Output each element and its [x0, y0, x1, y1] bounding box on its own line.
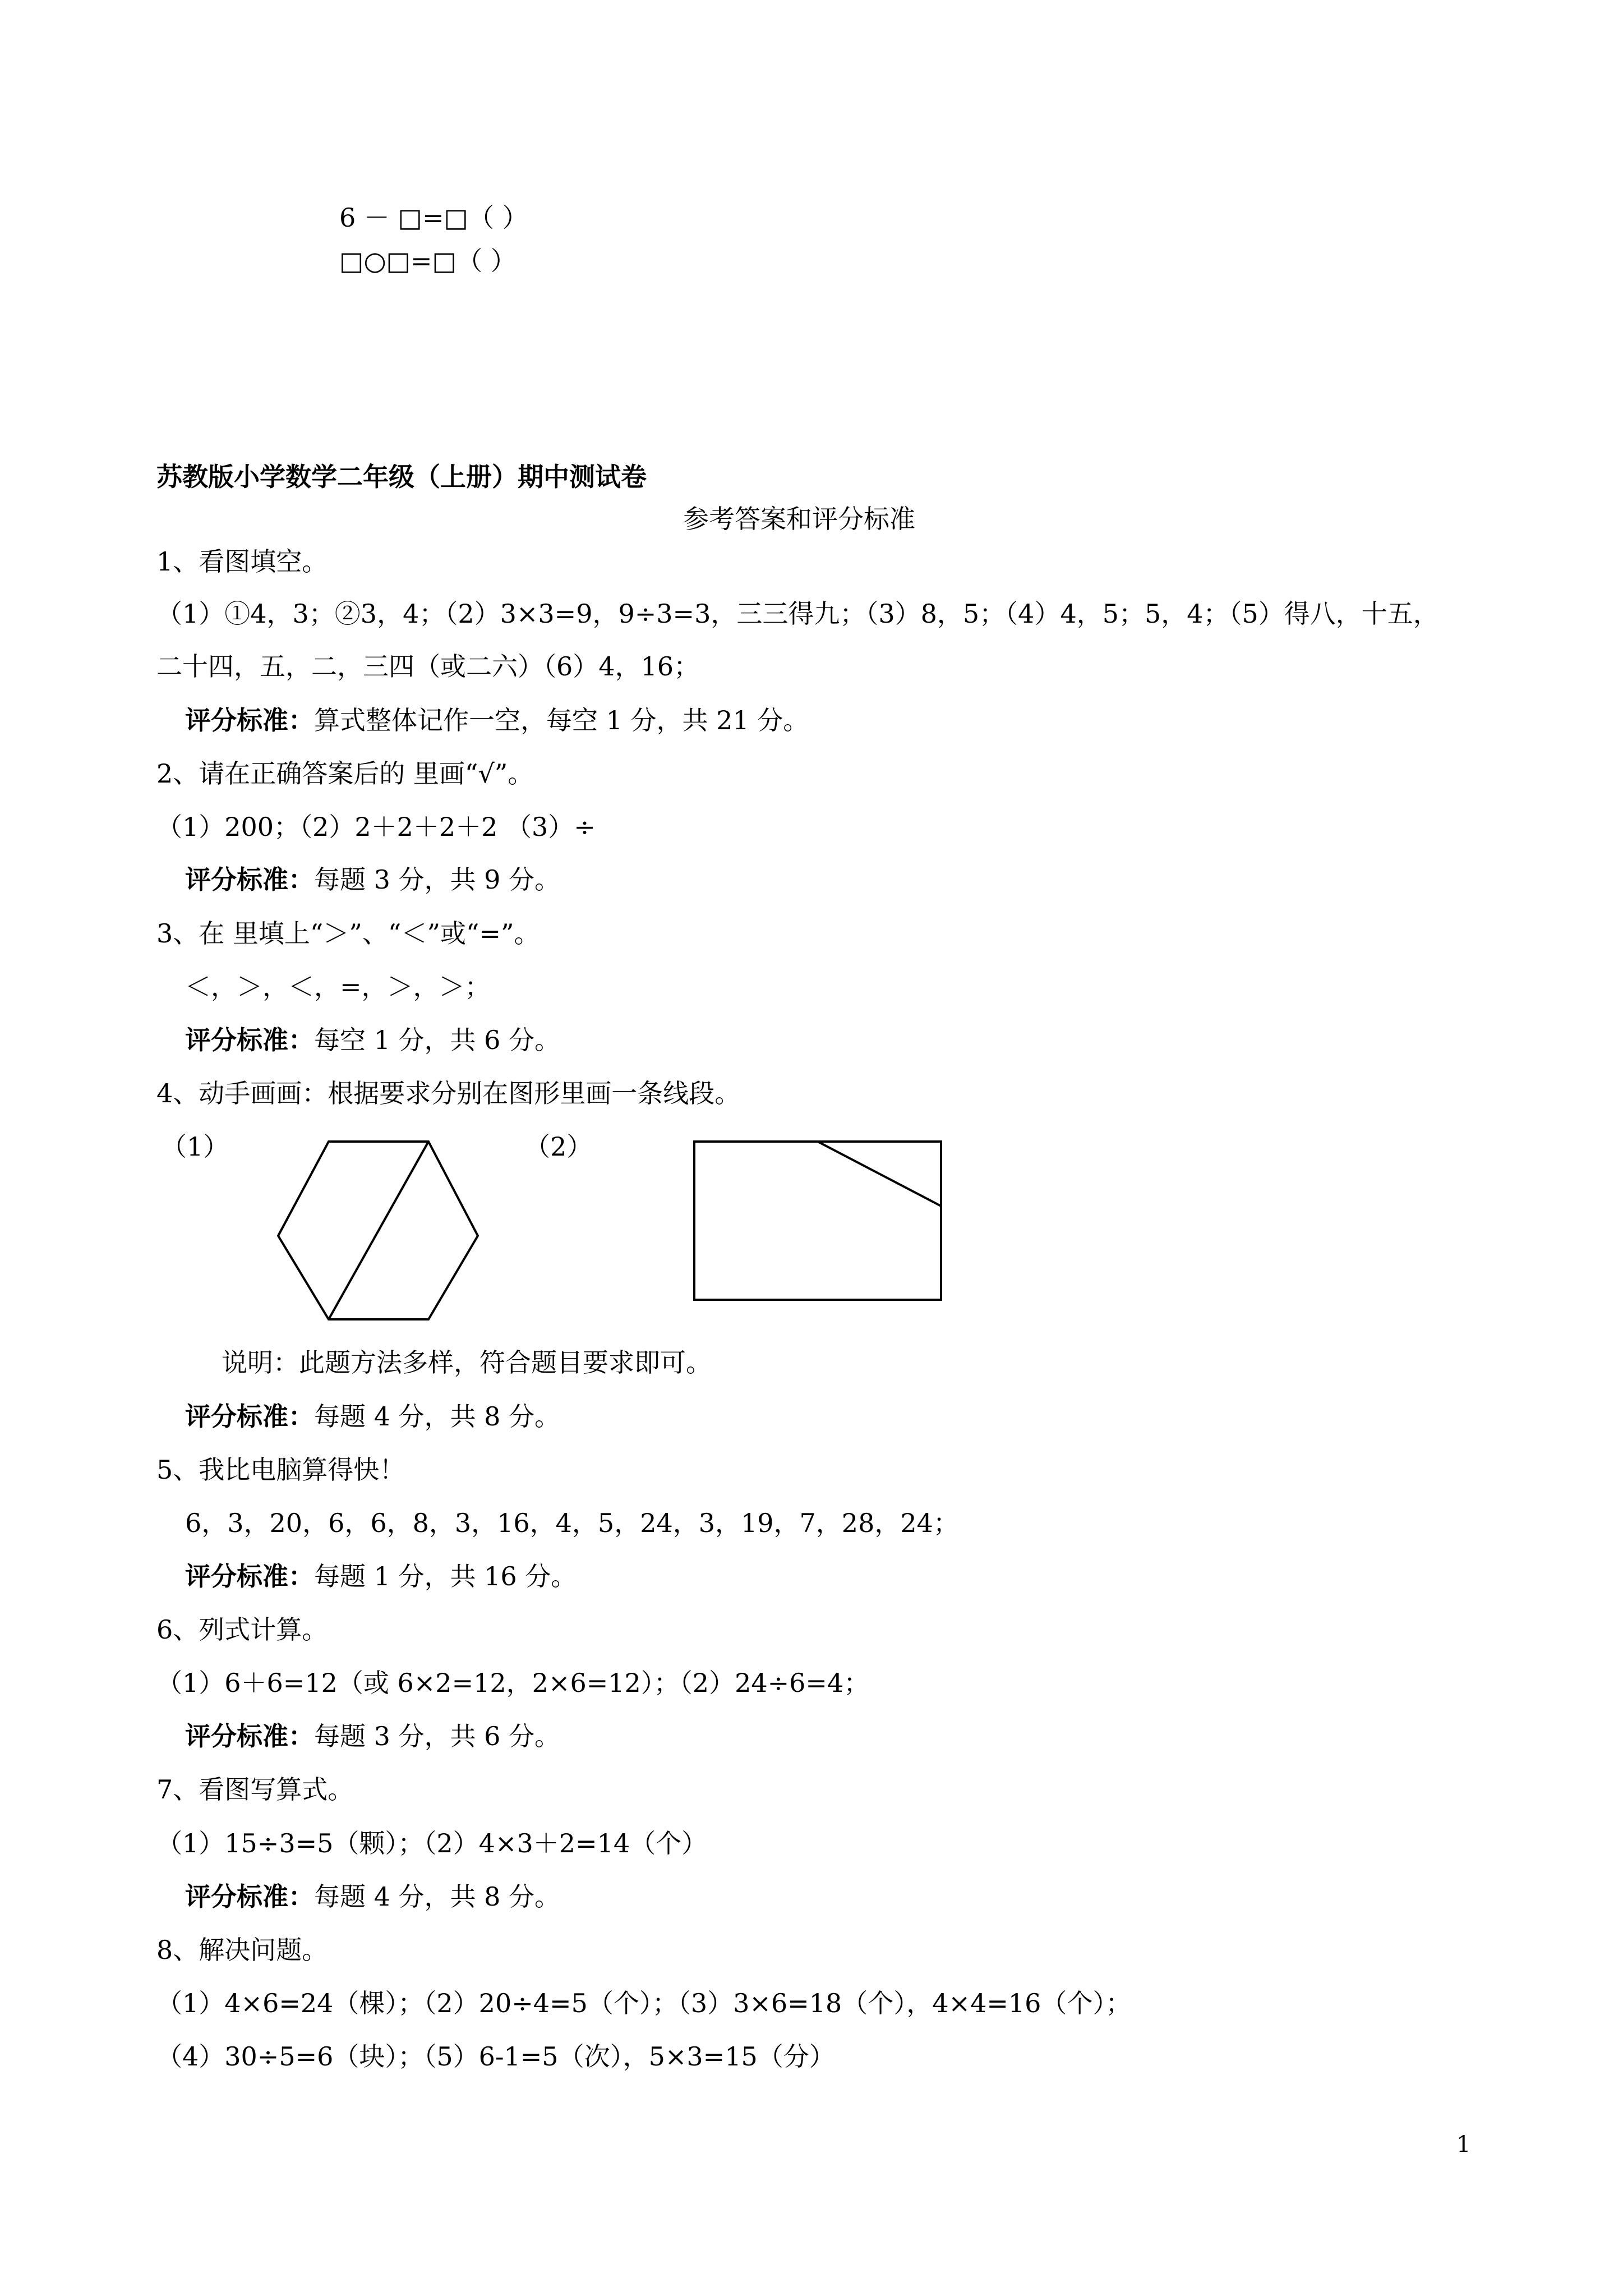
q2-score-label: 评分标准： — [185, 864, 314, 895]
q2-heading: 2、请在正确答案后的 里画“√”。 — [156, 758, 534, 789]
q1-heading: 1、看图填空。 — [156, 546, 328, 577]
q4-score-label: 评分标准： — [185, 1401, 314, 1432]
q6-score-label: 评分标准： — [185, 1721, 314, 1751]
q6-score-text: 每题 3 分，共 6 分。 — [314, 1721, 561, 1751]
q8-heading: 8、解决问题。 — [156, 1935, 328, 1965]
q3-scoring — [185, 1024, 560, 1056]
q6-heading: 6、列式计算。 — [156, 1614, 328, 1645]
q3-score-text: 每空 1 分，共 6 分。 — [314, 1025, 561, 1055]
q2-answer: （1）200；（2）2＋2＋2＋2 （3）÷ — [156, 812, 596, 842]
top-equation-1: 6 － □=□（ ） — [339, 203, 528, 233]
top-equation-2: □○□=□（ ） — [339, 246, 517, 276]
q1-answer-line-2: 二十四，五，二，三四（或二六）（6）4，16； — [156, 651, 700, 682]
document-title: 苏教版小学数学二年级（上册）期中测试卷 — [156, 462, 647, 492]
q5-score-text: 每题 1 分，共 16 分。 — [314, 1561, 577, 1591]
q1-score-text: 算式整体记作一空，每空 1 分，共 21 分。 — [314, 705, 809, 735]
q1-score-label: 评分标准： — [185, 705, 314, 735]
hexagon-figure — [269, 1139, 482, 1324]
q5-heading: 5、我比电脑算得快！ — [156, 1455, 405, 1485]
rectangle-dividing-segment — [818, 1142, 941, 1206]
q2-scoring — [185, 864, 560, 895]
q6-scoring — [185, 1720, 560, 1752]
q5-scoring — [185, 1561, 577, 1592]
q3-heading: 3、在 里填上“＞”、“＜”或“=”。 — [156, 918, 540, 949]
q4-scoring — [185, 1401, 560, 1432]
q8-answer-line-2: （4）30÷5=6（块）；（5）6-1=5（次），5×3=15（分） — [156, 2041, 835, 2072]
q8-answer-line-1: （1）4×6=24（棵）；（2）20÷4=5（个）；（3）3×6=18（个），4×4=16（个）； — [156, 1988, 1132, 2018]
q7-scoring — [185, 1881, 560, 1912]
figure-2-label: （2） — [524, 1131, 593, 1162]
q1-scoring — [185, 705, 809, 736]
q7-score-label: 评分标准： — [185, 1881, 314, 1912]
rectangle-figure — [690, 1139, 948, 1307]
document-subtitle: 参考答案和评分标准 — [683, 504, 915, 534]
rectangle-shape — [694, 1142, 941, 1300]
q3-answer: ＜，＞，＜，=，＞，＞； — [185, 972, 491, 1002]
q1-answer-line-1: （1）①4，3；②3，4；（2）3×3=9，9÷3=3，三三得九；（3）8，5；（4）4，5；5，4；（5）得八，十五， — [156, 599, 1439, 629]
q5-score-label: 评分标准： — [185, 1561, 314, 1591]
q7-score-text: 每题 4 分，共 8 分。 — [314, 1881, 561, 1912]
q4-heading: 4、动手画画：根据要求分别在图形里画一条线段。 — [156, 1078, 741, 1108]
q7-answer: （1）15÷3=5（颗）；（2）4×3＋2=14（个） — [156, 1828, 708, 1858]
q6-answer: （1）6＋6=12（或 6×2=12，2×6=12）；（2）24÷6=4； — [156, 1668, 870, 1698]
page-number: 1 — [1456, 2132, 1471, 2157]
hexagon-dividing-segment — [329, 1142, 428, 1319]
q4-note: 说明：此题方法多样，符合题目要求即可。 — [222, 1347, 712, 1378]
q3-score-label: 评分标准： — [185, 1025, 314, 1055]
q7-heading: 7、看图写算式。 — [156, 1774, 354, 1805]
q2-score-text: 每题 3 分，共 9 分。 — [314, 864, 561, 895]
figure-1-label: （1） — [161, 1131, 229, 1162]
q4-score-text: 每题 4 分，共 8 分。 — [314, 1401, 561, 1432]
q5-answer: 6，3，20，6，6，8，3，16，4，5，24，3，19，7，28，24； — [185, 1508, 959, 1538]
